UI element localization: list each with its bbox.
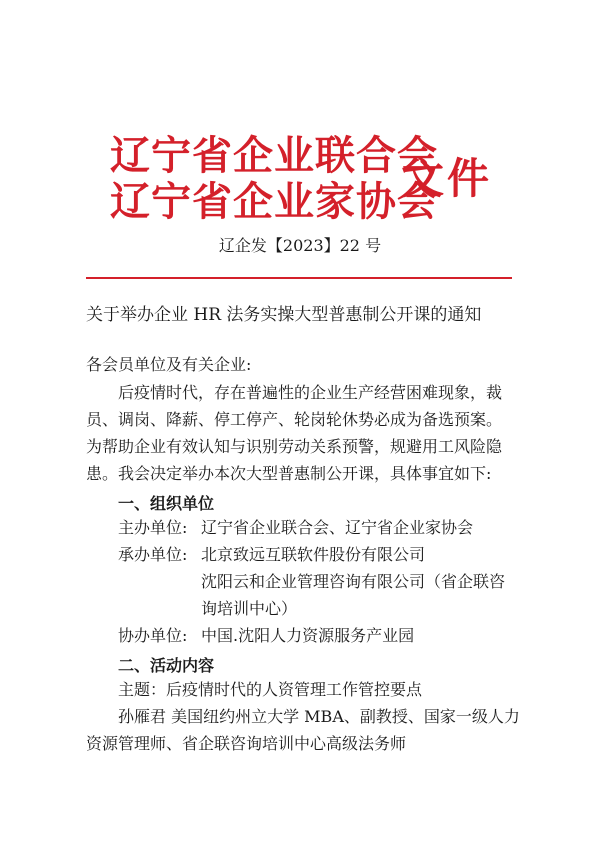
intro-line-1: 后疫情时代，存在普遍性的企业生产经营困难现象，裁 bbox=[118, 383, 503, 402]
intro-line-3: 为帮助企业有效认知与识别劳动关系预警，规避用工风险隐 bbox=[86, 437, 503, 456]
document-type-label: 文件 bbox=[402, 154, 493, 203]
organizer-label: 主办单位: bbox=[118, 518, 188, 537]
theme-line: 主题：后疫情时代的人资管理工作管控要点 bbox=[118, 680, 423, 699]
red-divider bbox=[86, 277, 512, 279]
speaker-line-2: 资源管理师、省企联咨询培训中心高级法务师 bbox=[86, 734, 407, 753]
intro-line-4: 患。我会决定举办本次大型普惠制公开课，具体事宜如下: bbox=[86, 464, 492, 483]
undertaker-value-2: 沈阳云和企业管理咨询有限公司（省企联咨 bbox=[201, 572, 506, 591]
undertaker-label: 承办单位: bbox=[118, 545, 188, 564]
section-heading-organizers: 一、组织单位 bbox=[118, 494, 215, 513]
issuer-name-line2: 辽宁省企业家协会 bbox=[110, 179, 438, 225]
undertaker-value-2-cont: 询培训中心） bbox=[201, 599, 298, 618]
organizer-value: 辽宁省企业联合会、辽宁省企业家协会 bbox=[201, 518, 474, 537]
speaker-line-1: 孙雁君 美国纽约州立大学 MBA、副教授、国家一级人力 bbox=[118, 707, 520, 726]
issuer-name-line1: 辽宁省企业联合会 bbox=[110, 133, 438, 179]
co-organizer-label: 协办单位: bbox=[118, 626, 188, 645]
document-number: 辽企发【2023】22 号 bbox=[218, 236, 382, 255]
intro-line-2: 员、调岗、降薪、停工停产、轮岗轮休势必成为备选预案。 bbox=[86, 410, 503, 429]
co-organizer-value: 中国.沈阳人力资源服务产业园 bbox=[201, 626, 415, 645]
section-heading-content: 二、活动内容 bbox=[118, 656, 215, 675]
salutation: 各会员单位及有关企业: bbox=[86, 355, 252, 374]
notice-title: 关于举办企业 HR 法务实操大型普惠制公开课的通知 bbox=[86, 305, 482, 325]
undertaker-value-1: 北京致远互联软件股份有限公司 bbox=[201, 545, 426, 564]
